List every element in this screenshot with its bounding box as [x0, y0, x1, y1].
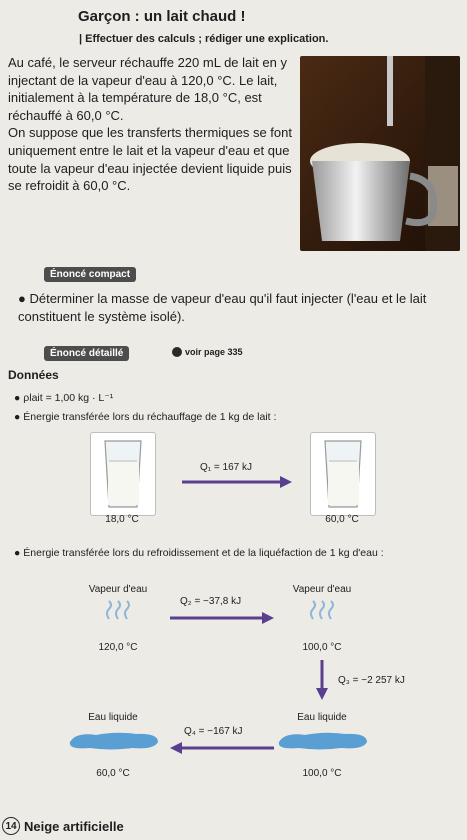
data-heading: Données: [8, 368, 59, 382]
next-exercise: [2, 817, 124, 835]
q4-label: Q₄ = −167 kJ: [184, 726, 243, 737]
q3-label: Q₃ = −2 257 kJ: [338, 675, 405, 686]
intro-text: [8, 54, 298, 195]
arrow-right-icon: [182, 476, 292, 488]
beaker-left-temp: 18,0 °C: [105, 514, 139, 525]
beaker-left: [90, 432, 156, 516]
compact-statement-badge: Énoncé compact: [44, 267, 136, 282]
compact-statement: ● Déterminer la masse de vapeur d'eau qu'il faut injecter (l'eau et le lait constituent le système isolé).: [18, 291, 427, 324]
arrow-down-icon: [315, 660, 329, 700]
see-page-text: voir page 335: [185, 347, 243, 357]
steam-right-label: Vapeur d'eau: [292, 584, 352, 595]
exercise-title-next: Neige artificielle: [24, 818, 124, 834]
liquid-left-temp: 60,0 °C: [96, 768, 130, 779]
steam-right-temp: 100,0 °C: [302, 642, 342, 653]
steam-right-icon: [307, 599, 337, 621]
water-puddle-right-icon: [275, 730, 371, 752]
exercise-title: Garçon : un lait chaud !: [78, 8, 246, 25]
see-page-link[interactable]: [172, 347, 243, 357]
coffee-machine-photo: [300, 56, 460, 251]
density-value: ρlait = 1,00 kg · L⁻¹: [23, 392, 114, 404]
arrow-circle-icon: [172, 347, 182, 357]
steam-left-label: Vapeur d'eau: [88, 584, 148, 595]
compact-question: Déterminer la masse de vapeur d'eau qu'il faut injecter (l'eau et le lait constituent le système isolé).: [18, 291, 427, 324]
detailed-statement-badge[interactable]: Énoncé détaillé: [44, 346, 129, 361]
heating-energy-text: Énergie transférée lors du réchauffage de 1 kg de lait :: [23, 411, 277, 423]
density-line: ● ρlait = 1,00 kg · L⁻¹: [14, 392, 114, 404]
intro-paragraph-2: On suppose que les transferts thermiques se font uniquement entre le lait et la vapeur d'eau et que toute la vapeur d'eau injectée devient liquide puis se refroidit à 60,0 °C.: [8, 125, 292, 194]
q2-label: Q₂ = −37,8 kJ: [180, 596, 242, 607]
q1-label: Q₁ = 167 kJ: [200, 462, 253, 473]
heating-energy-line: ● Énergie transférée lors du réchauffage de 1 kg de lait :: [14, 411, 277, 423]
exercise-number: 14: [2, 817, 20, 835]
liquid-right-label: Eau liquide: [297, 712, 347, 723]
arrow-left-icon: [170, 742, 274, 754]
beaker-right-temp: 60,0 °C: [325, 514, 359, 525]
liquid-right-temp: 100,0 °C: [302, 768, 342, 779]
cooling-energy-line: ● Énergie transférée lors du refroidissement et de la liquéfaction de 1 kg d'eau :: [14, 547, 384, 559]
cooling-energy-text: Énergie transférée lors du refroidissement et de la liquéfaction de 1 kg d'eau :: [23, 547, 384, 559]
steam-left-temp: 120,0 °C: [98, 642, 138, 653]
steam-left-icon: [103, 599, 133, 621]
exercise-skills: | Effectuer des calculs ; rédiger une explication.: [79, 33, 329, 45]
liquid-left-label: Eau liquide: [88, 712, 138, 723]
water-puddle-left-icon: [66, 730, 162, 752]
beaker-right: [310, 432, 376, 516]
arrow-right-icon: [170, 612, 274, 624]
intro-paragraph-1: Au café, le serveur réchauffe 220 mL de lait en y injectant de la vapeur d'eau à 120,0 °C. Le lait, initialement à la température de 18,0 °C, est réchauffé à 60,0 °C.: [8, 55, 287, 123]
